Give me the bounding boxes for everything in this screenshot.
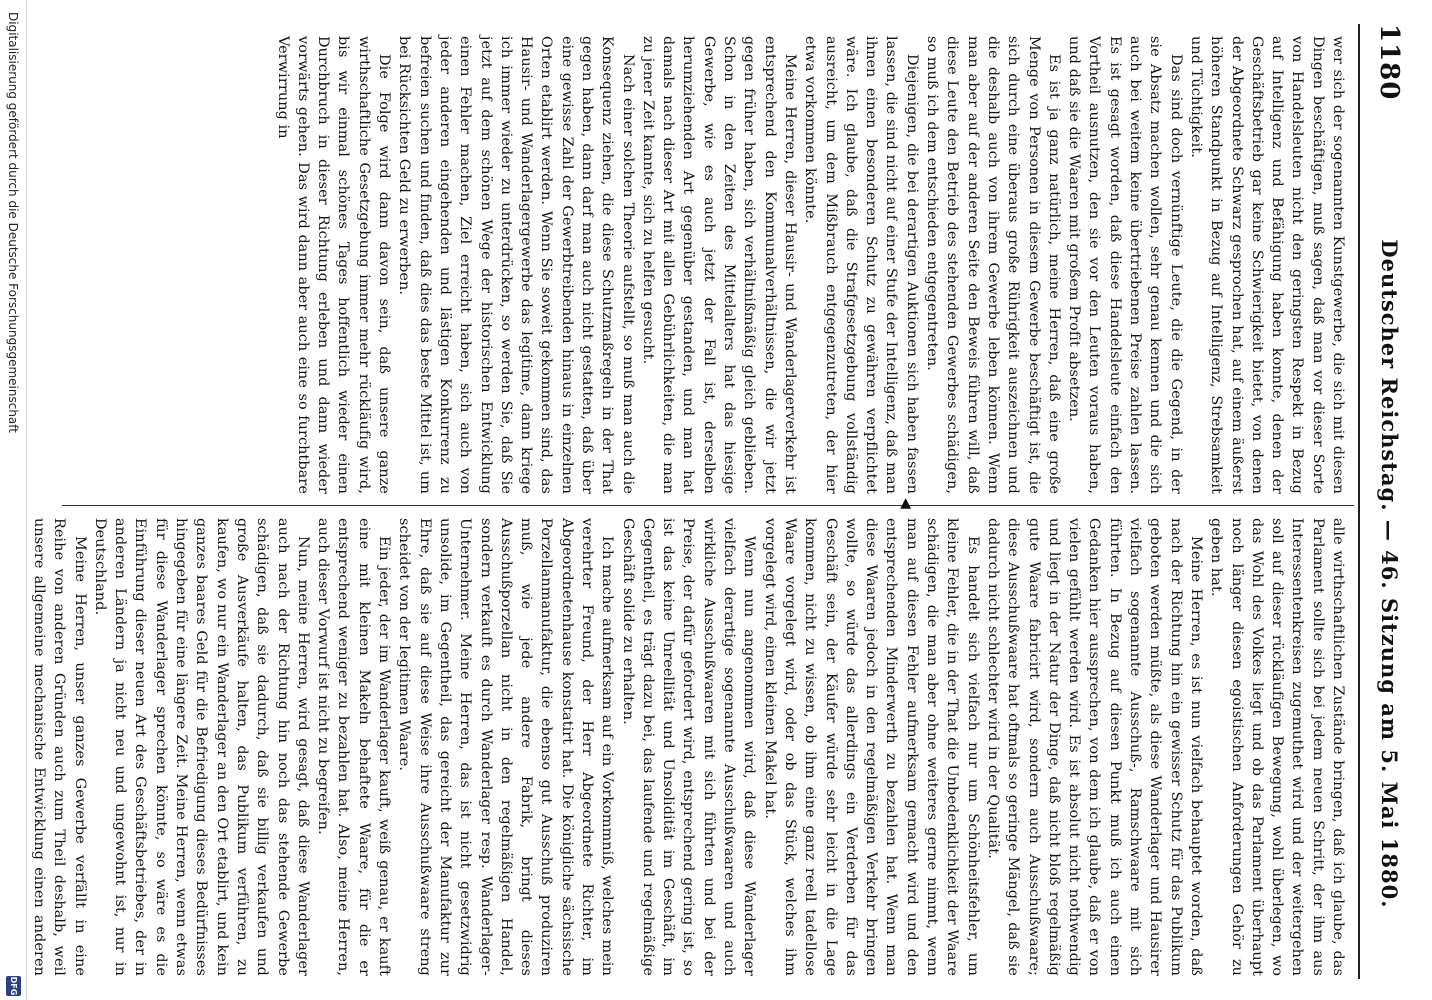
paragraph: Wenn nun angenommen wird, daß diese Wanderlager vielfach derartige sogenannte Ausschußwaaren und auch wirkliche Ausschußwaaren mit sich führten und bei der Preise, der dafür gefordert wird, entsprechend gering ist, so ist das keine Unreellität und Unsolidität im Geschäft, im Gegentheil, es trägt dazu bei, das laufende und regelmäßige Geschäft solide zu erhalten. (619, 518, 758, 976)
paragraph: Die Folge wird dann davon sein, daß unsere ganze wirthschaftliche Gesetzgebung immer mehr rückläufig wird, bis wir einmal schönes Tages hoffentlich wieder einen Durchbruch in dieser Richtung erleben und dann wieder vorwärts gehen. Das wird dann aber auch eine so furchtbare Verwirrung in (274, 36, 393, 494)
paragraph: Ein jeder, der im Wanderlager kauft, weiß genau, er kauft eine mit kleinen Makeln behaftete Waare, für die er entsprechend weniger zu bezahlen hat. Also, meine Herren, auch dieser Vorwurf ist nicht zu begreifen. (315, 518, 393, 976)
header-rule (1358, 24, 1360, 979)
column-divider (62, 505, 1354, 506)
paragraph: Meine Herren, unser ganzes Gewerbe verfällt in eine Reihe von anderen Gründen auch zum Theil deshalb, weil unsere allgemeine mechanische Entwicklung einen anderen (31, 518, 88, 976)
paragraph: Nach einer solchen Theorie aufstellt, so muß man auch die Konsequenz ziehen, die diese Schutzmaßregeln in der That gegen haben, dann darf man auch nicht gestatten, daß über eine gewisse Zahl der Gewerbtreibenden hinaus in einzelnen Orten etablirt werden. Wenn Sie soweit gekommen sind, das Hausir- und Wanderlagergewerbe das legitime, dann kriege ich immer wieder zu unterdrücken, so werden Sie, daß Sie jetzt auf dem schönen Wege der historischen Entwicklung einen Fehler machen, Ziel erreicht haben, sich auch von jeder anderen eingehenden und lästigen Konkurrenz zu befreien suchen und finden, daß dies das beste Mittel ist, um bei Rücksichten Geld zu erwerben. (396, 36, 636, 494)
paragraph: Ich mache aufmerksam auf ein Vorkommniß, welches mein verehrter Freund, der Herr Abgeordnete Richter, im Abgeordnetenhause konstatirt hat. Die königliche sächsische Porzellanmanufaktur, die ebenso gut Ausschuß produziren muß, wie jede andere Fabrik, bringt dieses Ausschußporzellan nicht in den regelmäßigen Handel, sondern verkauft es durch Wanderlager resp. Wanderlager-Unternehmer. Meine Herren, das ist nicht gesetzwidrig unsolide, im Gegentheil, das gereicht der Manufaktur zur Ehre, daß sie auf diese Weise ihre Ausschußwaare streng scheidet von der legitimen Waare. (396, 518, 616, 976)
paragraph: Meine Herren, es ist nun vielfach behauptet worden, daß nach der Richtung hin ein gewisser Schutz für das Publikum geboten werden müßte, als diese Wanderlager und Hausirer vielfach sogenannte Ausschuß-, Ramschwaare mit sich führten. In Bezug auf diesen Punkt muß ich auch einen Gedanken hier aussprechen, von dem ich glaube, daß er von vielen gefühlt werden wird. Es ist absolut nicht nothwendig und liegt in der Natur der Dinge, daß nicht bloß regelmäßig gute Waare fabricirt wird, sondern auch Ausschußwaare; diese Ausschußwaare hat oftmals so geringe Mängel, daß sie dadurch nicht schlechter wird in der Qualität. (984, 518, 1204, 976)
paragraph: Es handelt sich vielfach nur um Schönheitsfehler, um kleine Fehler, die in der That die Unbedenklichkeit der Waare schädigen, die man aber ohne weiteres gerne nimmt, wenn man auf diesen Fehler aufmerksam gemacht wird und den entsprechenden Minderwerth zu bezahlen hat. Wenn man diese Waaren jedoch in den regelmäßigen Verkehr bringen wollte, so würde das allerdings ein Verderben für das Geschäft sein, der Käufer würde sehr leicht in die Lage kommen, nicht zu wissen, ob ihm eine ganz reell tadellose Waare vorgelegt wird, oder ob das Stück, welches ihm vorgelegt wird, einen kleinen Makel hat. (761, 518, 981, 976)
paragraph: Das sind doch vernünftige Leute, die die Gegend, in der sie Absatz machen wollen, sehr genau kennen und die sich auch bei weitem keine übertriebenen Preise zahlen lassen. Es ist gesagt worden, daß diese Handelsleute einfach den Vortheil ausnutzen, den sie vor den Leuten voraus haben, und daß sie die Waaren mit großem Profit absetzen. (1066, 36, 1184, 494)
paragraph: Nun, meine Herren, wird gesagt, daß diese Wanderlager auch nach der Richtung hin noch das stehende Gewerbe schädigen, daß sie dadurch, daß sie billig verkaufen und große Ausverkäufe halten, das Publikum verführen, zu kaufen, wo nur ein Wanderlager an den Ort etablirt, und kein ganzes baares Geld für die Befriedigung dieses Bedürfnisses hingegeben für eine längere Zeit. Meine Herren, wenn etwas für diese Wanderlager sprechen könnte, so wäre es die Einführung dieser neuen Art des Geschäftsbetriebes, der in anderen Ländern ja nicht neu und ungewohnt ist, nur in Deutschland. (91, 518, 311, 976)
divider-arrow-icon: ◀ (898, 498, 914, 509)
funding-credit: Digitalisierung gefördert durch die Deutsche Forschungsgemeinschaft (6, 12, 20, 434)
running-title: Deutscher Reichstag. — 46. Sitzung am 5. Mai 1880. (1377, 239, 1402, 909)
page-header (1364, 24, 1408, 984)
paragraph: alle wirthschaftlichen Zustände bringen, daß ich glaube, das Parlament sollte sich bei jedem neuen Schritt, der ihm aus Interessentenkreisen zugemuthet wird und der weitergehen soll auf dieser rückläufigen Bewegung, wohl überlegen, wo das Wohl des Volkes liegt und ob das Parlament überhaupt noch länger diesen egoistischen Anforderungen Gehör zu geben hat. (1208, 518, 1346, 976)
text-column-left (62, 36, 1348, 494)
paragraph: Meine Herren, dieser Hausir- und Wanderlagerverkehr ist entsprechend den Kommunalverhältnissen, die wir jetzt gegen früher haben, sich verhältnißmäßig gleich geblieben. Schon in den Zeiten des Mittelalters hat das hiesige Gewerbe, wie es auch jetzt der Fall ist, derselben herumziehenden Art gegenüber gestanden, und man hat damals nach dieser Art mit allen Gebührlichkeiten, die man zu jener Zeit kannte, sich zu helfen gesucht. (639, 36, 798, 494)
text-column-right (31, 518, 1348, 976)
dfg-logo-icon: DFG (6, 976, 21, 996)
paragraph: wer sich der sogenannten Kunstgewerbe, die sich mit diesen Dingen beschäftigen, muß sagen, daß man vor dieser Sorte von Handelsleuten nicht den geringsten Respekt in Bezug auf Intelligenz und Befähigung haben konnte, denen der Geschäftsbetrieb gar keine Schwierigkeit bietet, von denen der Abgeordnete Schwarz gesprochen hat, auf einem äußerst höheren Standpunkt in Bezug auf Intelligenz, Strebsamkeit und Tüchtigkeit. (1187, 36, 1346, 494)
digitization-footer (0, 0, 27, 1000)
paragraph: Diejenigen, die bei derartigen Auktionen sich haben fassen lassen, die sind nicht auf einer Stufe der Intelligenz, daß man ihnen einen besonderen Schutz zu gewähren verpflichtet wäre. Ich glaube, daß die Strafgesetzgebung vollständig ausreicht, um dem Mißbrauch entgegenzutreten, der hier etwa vorkommen könnte. (802, 36, 920, 494)
page-number: 1180 (1374, 24, 1404, 101)
paragraph: Es ist ja ganz natürlich, meine Herren, daß eine große Menge von Personen in diesem Gewerbe beschäftigt ist, die sich durch eine überaus große Rührigkeit auszeichnen und die deshalb auch von ihrem Gewerbe leben können. Wenn man aber auf der anderen Seite den Beweis führen will, daß diese Leute den Betrieb des stehenden Gewerbes schädigen, so muß ich dem entschieden entgegentreten. (924, 36, 1062, 494)
